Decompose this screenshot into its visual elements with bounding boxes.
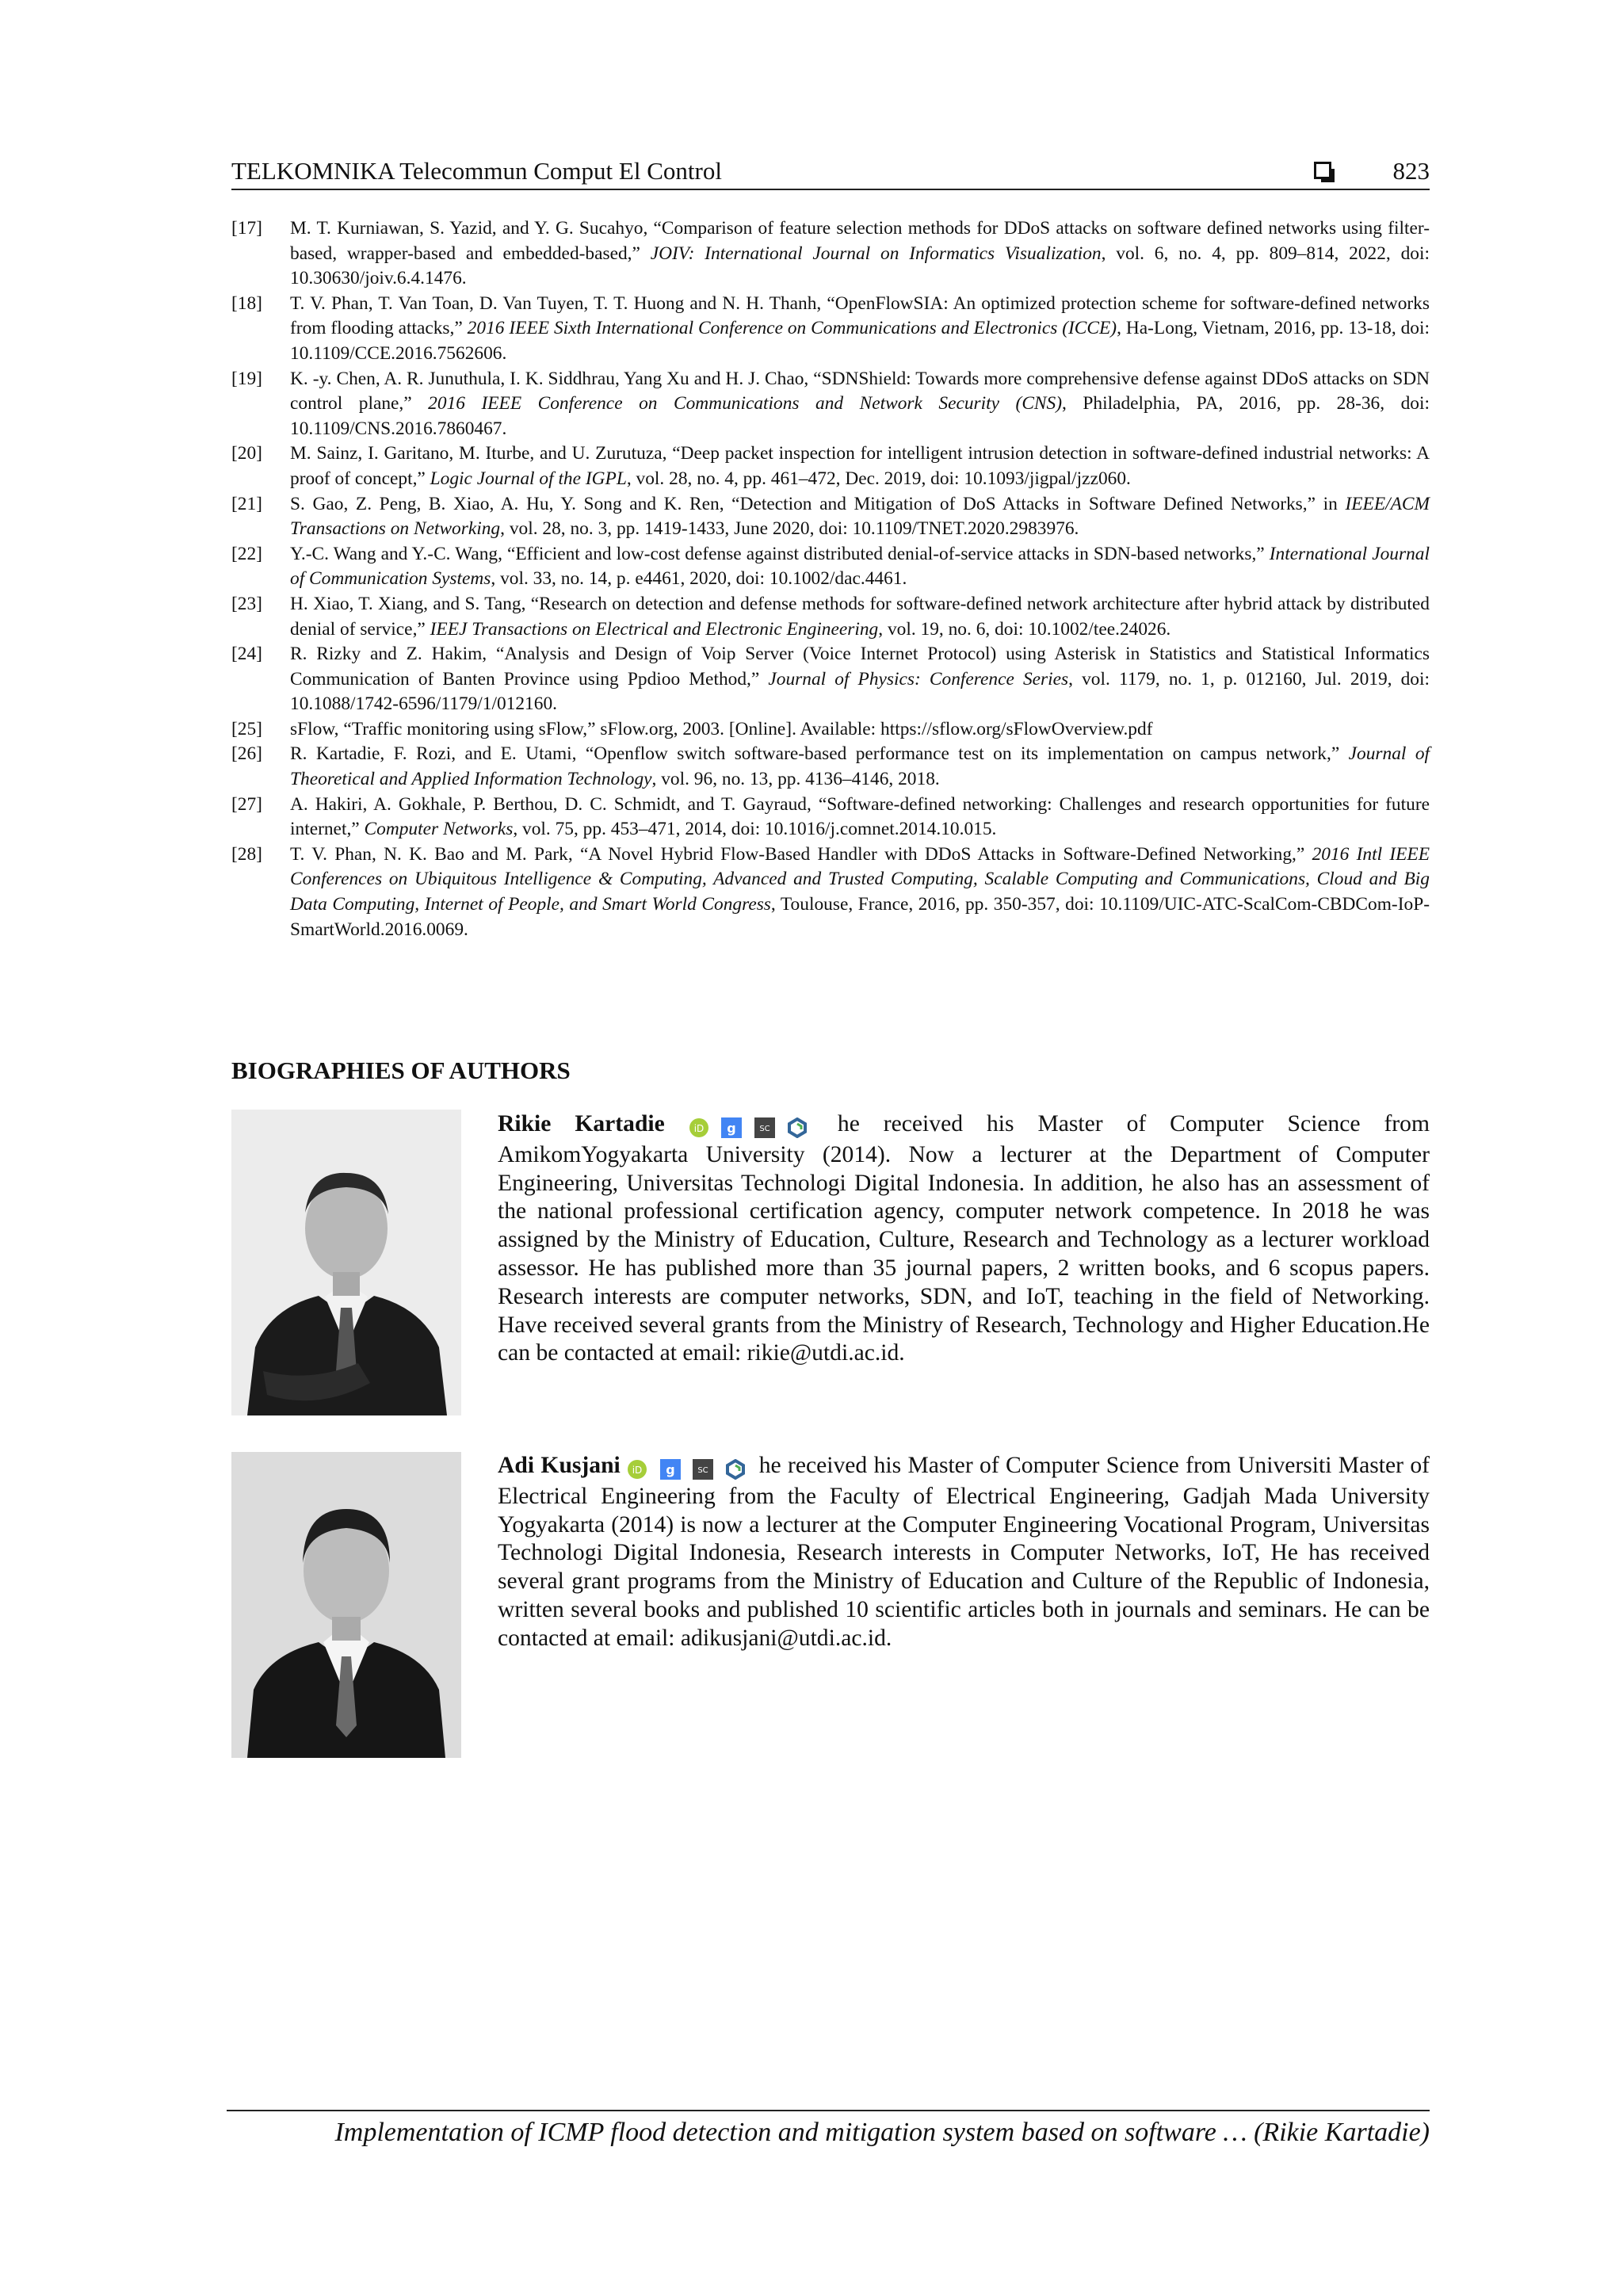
reference-text: S. Gao, Z. Peng, B. Xiao, A. Hu, Y. Song and K. Ren, “Detection and Mitigation of DoS Attacks in Software Defined Networks,” in [290,493,1346,514]
reference-number: [27] [231,793,262,815]
reference-item [231,642,1430,717]
reference-details: , vol. 96, no. 13, pp. 4136–4146, 2018. [651,769,940,790]
svg-text:g: g [727,1121,736,1137]
reference-item [231,742,1430,792]
publons-icon[interactable] [725,1459,746,1480]
reference-text: H. Xiao, T. Xiang, and S. Tang, “Research on detection and defense methods for software-defined network architecture after hybrid attack by distributed denial of service,” [290,593,1430,640]
reference-text: M. T. Kurniawan, S. Yazid, and Y. G. Sucahyo, “Comparison of feature selection methods for DDoS attacks on software defined networks using filter-based, wrapper-based and embedded-based,” [290,218,1430,264]
reference-details: , vol. 75, pp. 453–471, 2014, doi: 10.1016/j.comnet.2014.10.015. [513,819,997,840]
orcid-icon[interactable] [689,1117,709,1138]
page-header [231,155,1430,190]
author-photo [231,1110,461,1415]
reference-venue: Computer Networks [364,819,514,840]
reference-details: , vol. 19, no. 6, doi: 10.1002/tee.24026. [878,618,1171,640]
reference-item [231,216,1430,292]
reference-venue: International Journal of Communication Systems [290,543,1430,590]
author-name: Adi Kusjani [498,1453,621,1478]
reference-text: T. V. Phan, N. K. Bao and M. Park, “A Novel Hybrid Flow-Based Handler with DDoS Attacks in Software-Defined Networking,” [290,843,1312,865]
reference-text: T. V. Phan, T. Van Toan, D. Van Tuyen, T. T. Huong and N. H. Thanh, “OpenFlowSIA: An optimized protection scheme for software-defined networks from flooding attacks,” [290,292,1430,339]
reference-number: [18] [231,292,262,314]
reference-number: [25] [231,718,262,739]
reference-item [231,292,1430,367]
checkbox-square-icon [1314,162,1331,179]
running-title: Implementation of ICMP flood detection and mitigation system based on software … (Rikie Kartadie) [334,2118,1430,2147]
reference-details: , vol. 28, no. 3, pp. 1419-1433, June 2020, doi: 10.1109/TNET.2020.2983976. [500,518,1079,540]
reference-number: [28] [231,843,262,865]
publons-icon[interactable] [787,1117,808,1138]
google-scholar-icon[interactable] [721,1117,742,1138]
reference-number: [24] [231,644,262,665]
page-footer [227,2110,1430,2147]
reference-text: R. Rizky and Z. Hakim, “Analysis and Design of Voip Server (Voice Internet Protocol) using Asterisk in Statistics and Statistical Informatics Communication of Banten Province using Ppdioo Method,” [290,644,1430,690]
reference-text: sFlow, “Traffic monitoring using sFlow,” sFlow.org, 2003. [Online]. Available: https://sflow.org/sFlowOverview.pdf [290,718,1153,739]
author-bio-text: he received his Master of Computer Science from AmikomYogyakarta University (2014). Now a lecturer at the Department of Computer Engineering, Universitas Technologi Digital Indonesia. In addition, he also has an assessment of the national professional certification agency, computer network competence. In 2018 he was assigned by the Ministry of Education, Culture, Research and Technology as a lecturer workload assessor. He has published more than 35 journal papers, 2 written books, and 6 scopus papers. Research interests are computer networks, SDN, and IoT, teaching in the field of Networking. Have received several grants from the Ministry of Research, Technology and Higher Education.He can be contacted at email: rikie@utdi.ac.id. [498,1111,1430,1366]
reference-number: [23] [231,593,262,614]
reference-venue: 2016 IEEE Conference on Communications and Network Security (CNS) [428,393,1063,415]
author-biography [498,1452,1430,1653]
svg-text:g: g [665,1462,675,1478]
reference-item [231,441,1430,491]
reference-venue: JOIV: International Journal on Informatics Visualization [650,243,1102,264]
reference-item [231,717,1430,743]
reference-text: Y.-C. Wang and Y.-C. Wang, “Efficient and low-cost defense against distributed denial-of-service attacks in SDN-based networks,” [290,543,1270,564]
reference-number: [26] [231,743,262,765]
orcid-icon[interactable] [627,1459,647,1480]
svg-text:iD: iD [693,1123,705,1135]
reference-text: K. -y. Chen, A. R. Junuthula, I. K. Siddhrau, Yang Xu and H. J. Chao, “SDNShield: Towards more comprehensive defense against DDoS attacks on SDN control plane,” [290,368,1430,415]
reference-text: R. Kartadie, F. Rozi, and E. Utami, “Openflow switch software-based performance test on its implementation on campus network,” [290,743,1349,765]
svg-text:SC: SC [697,1466,708,1476]
svg-text:iD: iD [632,1465,643,1477]
reference-item [231,367,1430,442]
reference-venue: Logic Journal of the IGPL [430,468,627,489]
journal-title: TELKOMNIKA Telecommun Comput El Control [231,157,722,185]
page-number: 823 [1392,157,1430,185]
reference-details: , Ha-Long, Vietnam, 2016, pp. 13-18, doi: 10.1109/CCE.2016.7562606. [290,318,1430,364]
reference-details: , vol. 6, no. 4, pp. 809–814, 2022, doi: 10.30630/joiv.6.4.1476. [290,243,1430,289]
scopus-icon[interactable] [693,1459,713,1480]
reference-details: , Philadelphia, PA, 2016, pp. 28-36, doi: 10.1109/CNS.2016.7860467. [290,393,1430,439]
reference-venue: IEEE/ACM Transactions on Networking [290,493,1430,540]
reference-number: [22] [231,543,262,564]
reference-item [231,793,1430,842]
svg-text:SC: SC [758,1125,770,1134]
reference-venue: 2016 IEEE Sixth International Conference on Communications and Electronics (ICCE) [467,318,1117,339]
reference-item [231,592,1430,642]
author-name: Rikie Kartadie [498,1111,665,1137]
reference-text: M. Sainz, I. Garitano, M. Iturbe, and U. Zurutuza, “Deep packet inspection for intelligent intrusion detection in software-defined industrial networks: A proof of concept,” [290,443,1430,489]
reference-venue: 2016 Intl IEEE Conferences on Ubiquitous Intelligence & Computing, Advanced and Trusted Computing, Scalable Computing and Communications, Cloud and Big Data Computing, Internet of People, and Smart World Congress [290,843,1430,915]
reference-list [231,216,1430,942]
reference-details: , Toulouse, France, 2016, pp. 350-357, doi: 10.1109/UIC-ATC-ScalCom-CBDCom-IoP-SmartWorld.2016.0069. [290,894,1430,940]
author-photo [231,1452,461,1758]
reference-number: [21] [231,493,262,514]
reference-item [231,542,1430,592]
scopus-icon[interactable] [754,1117,775,1138]
google-scholar-icon[interactable] [660,1459,681,1480]
author-bio-text: he received his Master of Computer Science from Universiti Master of Electrical Engineering from the Faculty of Electrical Engineering, Gadjah Mada University Yogyakarta (2014) is now a lecturer at the Computer Engineering Vocational Program, Universitas Technologi Digital Indonesia, Research interests in Computer Networks, IoT, He has received several grant programs from the Ministry of Education and Culture of the Republic of Indonesia, written several books and published 10 scientific articles both in journals and seminars. He can be contacted at email: adikusjani@utdi.ac.id. [498,1453,1430,1651]
reference-item [231,842,1430,942]
reference-item [231,492,1430,542]
reference-number: [19] [231,368,262,389]
reference-details: , vol. 33, no. 14, p. e4461, 2020, doi: 10.1002/dac.4461. [491,568,907,590]
reference-number: [20] [231,443,262,464]
reference-details: , vol. 28, no. 4, pp. 461–472, Dec. 2019, doi: 10.1093/jigpal/jzz060. [626,468,1131,489]
reference-number: [17] [231,218,262,239]
author-biography [498,1110,1430,1368]
reference-venue: Journal of Physics: Conference Series [768,668,1069,690]
reference-venue: IEEJ Transactions on Electrical and Electronic Engineering [430,618,879,640]
reference-text: A. Hakiri, A. Gokhale, P. Berthou, D. C. Schmidt, and T. Gayraud, “Software-defined networking: Challenges and research opportunities for future internet,” [290,793,1430,840]
reference-details: , vol. 1179, no. 1, p. 012160, Jul. 2019, doi: 10.1088/1742-6596/1179/1/012160. [290,668,1430,715]
reference-venue: Journal of Theoretical and Applied Information Technology [290,743,1430,790]
section-heading: BIOGRAPHIES OF AUTHORS [231,1056,571,1084]
